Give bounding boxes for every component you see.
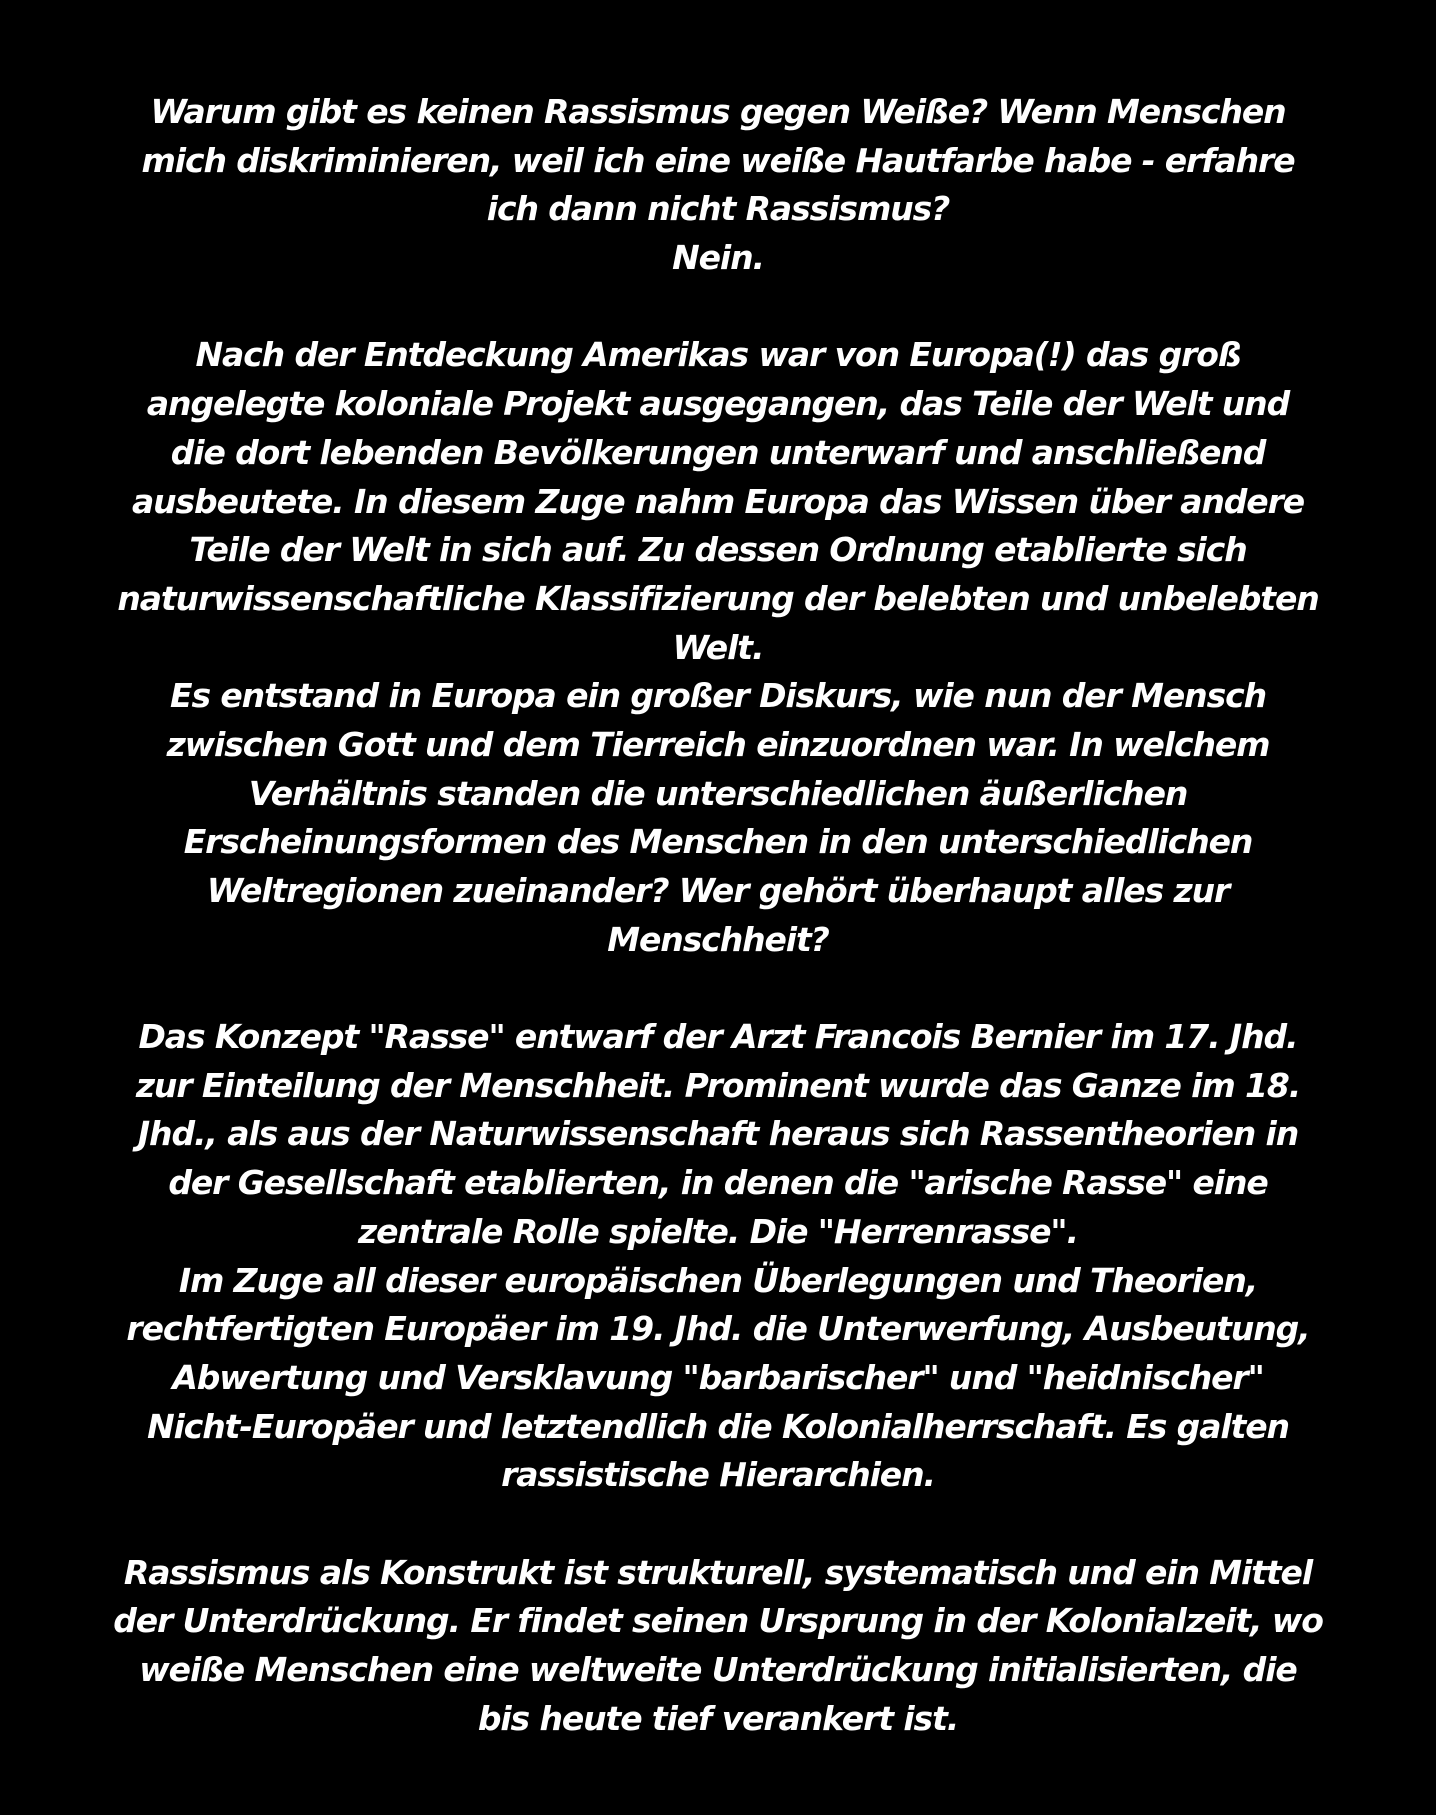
text-line: Welt.: [672, 627, 764, 667]
text-line: Menschheit?: [607, 919, 829, 959]
text-line: Nein.: [672, 238, 764, 278]
text-line: zur Einteilung der Menschheit. Prominent wurde das Ganze im 18.: [135, 1065, 1301, 1105]
paragraph-4: [0, 1549, 1436, 1744]
text-line: Erscheinungsformen des Menschen in den unterschiedlichen: [183, 822, 1253, 862]
text-line: Teile der Welt in sich auf. Zu dessen Ordnung etablierte sich: [189, 530, 1247, 570]
text-line: Warum gibt es keinen Rassismus gegen Weiße? Wenn Menschen: [150, 92, 1286, 131]
paragraph-2: [0, 331, 1436, 964]
text-line: Jhd., als aus der Naturwissenschaft heraus sich Rassentheorien in: [137, 1114, 1299, 1154]
text-line: Abwertung und Versklavung "barbarischer" und "heidnischer": [172, 1357, 1264, 1397]
paragraph-1: [0, 88, 1436, 283]
paragraph-gap: [0, 283, 1436, 332]
text-line: Nach der Entdeckung Amerikas war von Europa(!) das groß: [195, 335, 1241, 375]
text-line: Verhältnis standen die unterschiedlichen äußerlichen: [248, 773, 1188, 813]
text-line: zentrale Rolle spielte. Die "Herrenrasse".: [358, 1211, 1078, 1251]
paragraph-gap: [0, 1500, 1436, 1549]
text-line: die dort lebenden Bevölkerungen unterwarf und anschließend: [170, 432, 1266, 472]
paragraph-3: [0, 1013, 1436, 1500]
text-line: naturwissenschaftliche Klassifizierung der belebten und unbelebten: [117, 578, 1319, 618]
text-line: Weltregionen zueinander? Wer gehört überhaupt alles zur: [206, 871, 1230, 910]
text-line: Das Konzept "Rasse" entwarf der Arzt Francois Bernier im 17. Jhd.: [138, 1017, 1298, 1057]
text-line: zwischen Gott und dem Tierreich einzuordnen war. In welchem: [166, 724, 1270, 764]
text-line: rechtfertigten Europäer im 19. Jhd. die Unterwerfung, Ausbeutung,: [126, 1309, 1310, 1349]
text-line: der Unterdrückung. Er findet seinen Ursprung in der Kolonialzeit, wo: [113, 1601, 1323, 1641]
text-line: Es entstand in Europa ein großer Diskurs, wie nun der Mensch: [170, 676, 1266, 716]
text-line: ausbeutete. In diesem Zuge nahm Europa das Wissen über andere: [131, 481, 1305, 521]
text-line: Nicht-Europäer und letztendlich die Kolonialherrschaft. Es galten: [147, 1406, 1289, 1446]
text-line: bis heute tief verankert ist.: [477, 1698, 959, 1738]
text-line: mich diskriminieren, weil ich eine weiße Hautfarbe habe - erfahre: [141, 140, 1295, 180]
text-block: [0, 88, 1436, 1743]
text-line: Rassismus als Konstrukt ist strukturell, systematisch und ein Mittel: [123, 1552, 1313, 1592]
paragraph-gap: [0, 964, 1436, 1013]
text-line: Im Zuge all dieser europäischen Überlegungen und Theorien,: [178, 1260, 1258, 1300]
text-line: ich dann nicht Rassismus?: [486, 189, 950, 229]
text-line: rassistische Hierarchien.: [501, 1455, 935, 1495]
text-line: weiße Menschen eine weltweite Unterdrückung initialisierten, die: [139, 1650, 1297, 1689]
text-line: der Gesellschaft etablierten, in denen die "arische Rasse" eine: [168, 1163, 1268, 1203]
text-line: angelegte koloniale Projekt ausgegangen, das Teile der Welt und: [146, 384, 1290, 424]
